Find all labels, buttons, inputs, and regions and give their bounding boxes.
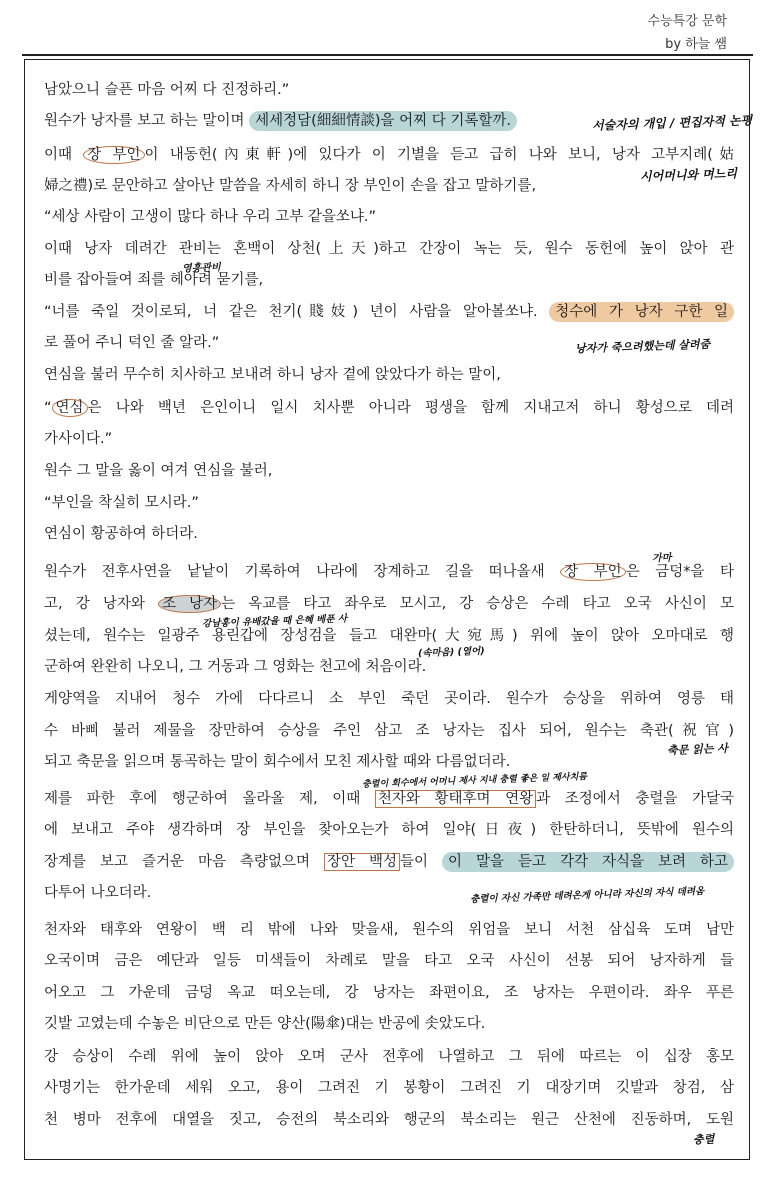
handwritten-note: 강남홍이 유배갔을 때 은혜 베푼 사 (201, 613, 348, 630)
text-line: 연심이 황공하여 하더라. (44, 526, 198, 542)
text-line: 게양역을 지내어 청수 가에 다다르니 소 부인 죽던 곳이라. 원수가 승상을 위하여 영릉 태 (44, 691, 734, 707)
text-line: 사명기는 한가운데 세워 오고, 용이 그려진 기 봉황이 그려진 기 대장기며 깃발과 창검, 삼 (44, 1080, 734, 1096)
text-line: 어오고 그 가운데 금덩 옥교 떠오는데, 강 낭자는 좌편이요, 조 낭자는 우편이라. 좌우 푸른 (44, 985, 734, 1001)
handwritten-note: 낭자가 죽으려했는데 살려줌 (574, 337, 711, 356)
text-line: 수 바삐 불러 제물을 장만하여 승상을 주인 삼고 조 낭자는 집사 되어, 원수는 축관(祝官) (44, 723, 734, 739)
handwritten-note: 서술자의 개입 / 편집자적 논평 (591, 113, 753, 133)
handwritten-note: 충렬이 회수에서 어머니 제사 지내 충렬 좋은 일 제사치름 (361, 772, 588, 790)
handwritten-note: 시어머니와 며느리 (639, 166, 738, 184)
highlight-narrator-comment: 세세정담(細細情談)을 어찌 다 기록할까. (249, 111, 517, 131)
text-line: 이때 장 부인 이 내동헌(內東軒)에 있다가 이 기별을 듣고 급히 나와 보니, 낭자 고부지례(姑 (44, 147, 734, 163)
text-line: 원수가 전후사연을 낱낱이 기록하여 나라에 장계하고 길을 떠나올새 장 부인 은 금덩*을 타 (44, 564, 734, 580)
handwritten-note: (속마음) (열어) (417, 645, 485, 660)
handwritten-note: 충렬 (692, 1132, 715, 1147)
highlight-cheongsu: 청수에 가 낭자 구한 일 (549, 302, 734, 322)
text-line: 고, 강 낭자와 조 낭자 는 옥교를 타고 좌우로 모시고, 강 승상은 수레 타고 오국 사신이 모 (44, 596, 734, 612)
header-author: by 하늘 쌤 (665, 37, 727, 52)
handwritten-note: 가마 (651, 552, 672, 565)
header-subject: 수능특강 문학 (647, 14, 727, 29)
boxed-jangan-people: 장안 백성 (324, 853, 400, 871)
text-line: 다투어 나오더라. (44, 885, 152, 901)
text-line: 婦之禮)로 문안하고 살아난 말씀을 자세히 하니 장 부인이 손을 잡고 말하기를, (44, 178, 537, 194)
text-line: 장계를 보고 즐거운 마음 측량없으며 장안 백성 들이 이 말을 듣고 각각 자식을 보려 하고 (44, 852, 734, 872)
circled-yeonsim: 연심 (52, 399, 88, 417)
text-line: 셨는데, 원수는 일광주 용린갑에 장성검을 들고 대완마(大宛馬) 위에 높이 앉아 오마대로 행 (44, 628, 734, 644)
text-line: 천 병마 전후에 대열을 짓고, 승전의 북소리와 행군의 북소리는 원근 산천에 진동하며, 도원 (44, 1112, 734, 1128)
text-line: 가사이다.” (44, 431, 113, 447)
circled-jang-buin-2: 장 부인 (560, 563, 626, 581)
boxed-emperor: 천자와 황태후며 연왕 (375, 790, 536, 808)
text-line: “세상 사람이 고생이 많다 하나 우리 고부 같을쏘냐.” (44, 209, 377, 225)
highlight-children: 이 말을 듣고 각각 자식을 보려 하고 (442, 852, 734, 872)
text-line: 비를 잡아들여 죄를 헤아려 묻기를, (44, 272, 264, 288)
text-line: 이때 낭자 데려간 관비는 혼백이 상천(上天)하고 간장이 녹는 듯, 원수 동헌에 높이 앉아 관 (44, 241, 734, 257)
header-rule (22, 54, 753, 56)
text-line: 연심을 불러 무수히 치사하고 보내려 하니 낭자 곁에 앉았다가 하는 말이, (44, 367, 501, 383)
text-line: 남았으니 슬픈 마음 어찌 다 진정하리.” (44, 82, 290, 98)
text-line: “부인을 착실히 모시라.” (44, 495, 199, 511)
text-line: “너를 죽일 것이로되, 너 같은 천기(賤妓) 년이 사람을 알아볼쏘냐. 청수에 가 낭자 구한 일 (44, 302, 734, 322)
text-line: “ 연심 은 나와 백년 은인이니 일시 치사뿐 아니라 평생을 함께 지내고저 하니 황성으로 데려 (44, 400, 734, 416)
handwritten-note: 충렬이 자신 가족만 데려온게 아니라 자신의 자식 데려옴 (469, 885, 705, 906)
text-line: 되고 축문을 읽으며 통곡하는 말이 회수에서 모친 제사할 때와 다름없더라. (44, 754, 511, 770)
text-line: 로 풀어 주니 덕인 줄 알라.” (44, 335, 220, 351)
text-line: 강 승상이 수레 위에 높이 앉아 오며 군사 전후에 나열하고 그 뒤에 따르는 이 십장 홍모 (44, 1049, 734, 1065)
handwritten-note: 영흥관비 (181, 262, 221, 275)
text-line: 제를 파한 후에 행군하여 올라올 제, 이때 천자와 황태후며 연왕 과 조정에서 충렬을 가달국 (44, 791, 735, 807)
text-line: 깃발 고였는데 수놓은 비단으로 만든 양산(陽傘)대는 반공에 솟았도다. (44, 1016, 486, 1032)
text-line: 원수가 낭자를 보고 하는 말이며 세세정담(細細情談)을 어찌 다 기록할까. (44, 111, 734, 131)
handwritten-note: 축문 읽는 사 (666, 741, 729, 758)
circled-jang-buin: 장 부인 (83, 146, 144, 164)
text-line: 천자와 태후와 연왕이 백 리 밖에 나와 맞을새, 원수의 위엄을 보니 서천 삼십육 도며 남만 (44, 922, 734, 938)
text-line: 에 보내고 주야 생각하며 장 부인을 찾아오는가 하여 일야(日夜) 한탄하더니, 뜻밖에 원수의 (44, 822, 734, 838)
text-line: 원수 그 말을 옳이 여겨 연심을 불러, (44, 463, 273, 479)
text-line: 군하여 완완히 나오니, 그 거동과 그 영화는 천고에 처음이라. (44, 659, 427, 675)
text-line: 오국이며 금은 예단과 일등 미색들이 차례로 말을 타고 오국 사신이 선봉 되어 낭자하게 들 (44, 953, 734, 969)
circled-jo-nangja: 조 낭자 (158, 595, 221, 613)
